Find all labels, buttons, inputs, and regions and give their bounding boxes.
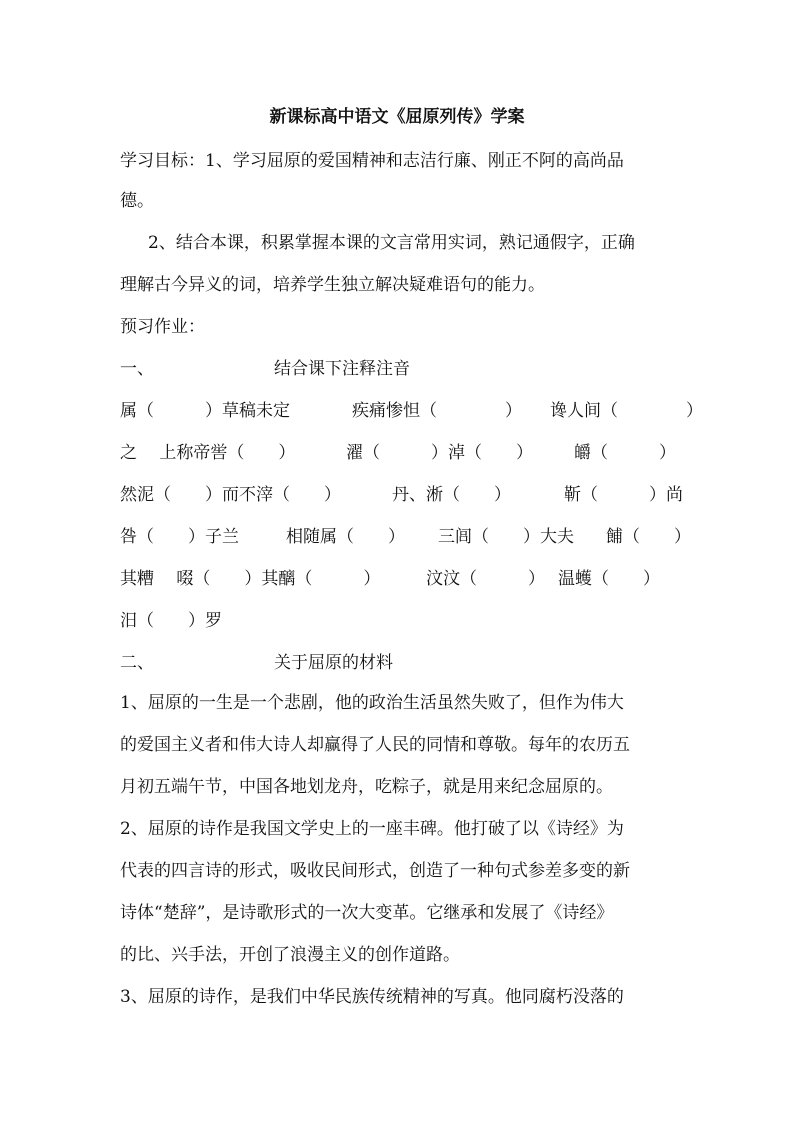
section-1-title: 结合课下注释注音 — [274, 359, 410, 379]
exercise-row — [120, 440, 700, 466]
exercise-item: 汨（ ）罗 — [120, 611, 222, 631]
exercise-row — [120, 608, 700, 634]
exercise-row — [120, 398, 703, 424]
paragraph-line: 1、屈原的一生是一个悲剧，他的政治生活虽然失败了，但作为伟大 — [120, 693, 624, 713]
exercise-item: 濯（ ）淖（ ） — [346, 443, 533, 463]
document-title: 新课标高中语文《屈原列传》学案 — [269, 107, 525, 127]
exercise-row — [120, 566, 700, 592]
objective-line-2-continued: 理解古今异义的词，培养学生独立解决疑难语句的能力。 — [120, 275, 545, 295]
paragraph-line: 月初五端午节，中国各地划龙舟，吃粽子，就是用来纪念屈原的。 — [120, 777, 613, 797]
paragraph-line: 诗体“楚辞”，是诗歌形式的一次大变革。它继承和发展了《诗经》 — [120, 903, 614, 923]
exercise-row — [120, 524, 700, 550]
exercise-item: 谗人间（ ） — [550, 401, 703, 421]
paragraph-line: 的比、兴手法，开创了浪漫主义的创作道路。 — [120, 945, 460, 965]
paragraph-line: 的爱国主义者和伟大诗人却赢得了人民的同情和尊敬。每年的农历五 — [120, 735, 630, 755]
exercise-item: 其糟 啜（ ）其醨（ ） — [120, 569, 381, 589]
exercise-item: 属（ ）草稿未定 — [120, 401, 290, 421]
section-2-number: 二、 — [120, 653, 154, 673]
exercise-item: 相随属（ ） — [286, 527, 405, 547]
exercise-item: 然泥（ ）而不滓（ ） — [120, 485, 341, 505]
objective-line-1: 学习目标：1、学习屈原的爱国精神和志洁行廉、刚正不阿的高尚品 — [120, 151, 624, 171]
exercise-item: 三闾（ ）大夫 — [438, 527, 574, 547]
paragraph-line: 2、屈原的诗作是我国文学史上的一座丰碑。他打破了以《诗经》为 — [120, 819, 624, 839]
exercise-item: 温蠖（ ） — [558, 569, 660, 589]
exercise-item: 疾痛惨怛（ ） — [352, 401, 522, 421]
exercise-item: 皭（ ） — [574, 443, 676, 463]
objective-line-2: 2、结合本课，积累掌握本课的文言常用实词，熟记通假字，正确 — [148, 233, 635, 253]
paragraph-line: 代表的四言诗的形式，吸收民间形式，创造了一种句式参差多变的新 — [120, 861, 630, 881]
section-2-heading — [120, 650, 393, 676]
exercise-item: 靳（ ）尚 — [564, 485, 683, 505]
exercise-item: 咎（ ）子兰 — [120, 527, 239, 547]
exercise-item: 餔（ ） — [606, 527, 691, 547]
paragraph-line: 3、屈原的诗作，是我们中华民族传统精神的写真。他同腐朽没落的 — [120, 987, 624, 1007]
objective-line-1-continued: 德。 — [120, 191, 154, 211]
exercise-item: 汶汶（ ） — [426, 569, 545, 589]
section-2-title: 关于屈原的材料 — [274, 653, 393, 673]
exercise-item: 之 上称帝喾（ ） — [120, 443, 296, 463]
section-1-number: 一、 — [120, 359, 154, 379]
exercise-item: 丹、淅（ ） — [392, 485, 511, 505]
preview-heading: 预习作业： — [120, 317, 205, 337]
exercise-row — [120, 482, 700, 508]
section-1-heading — [120, 356, 410, 382]
